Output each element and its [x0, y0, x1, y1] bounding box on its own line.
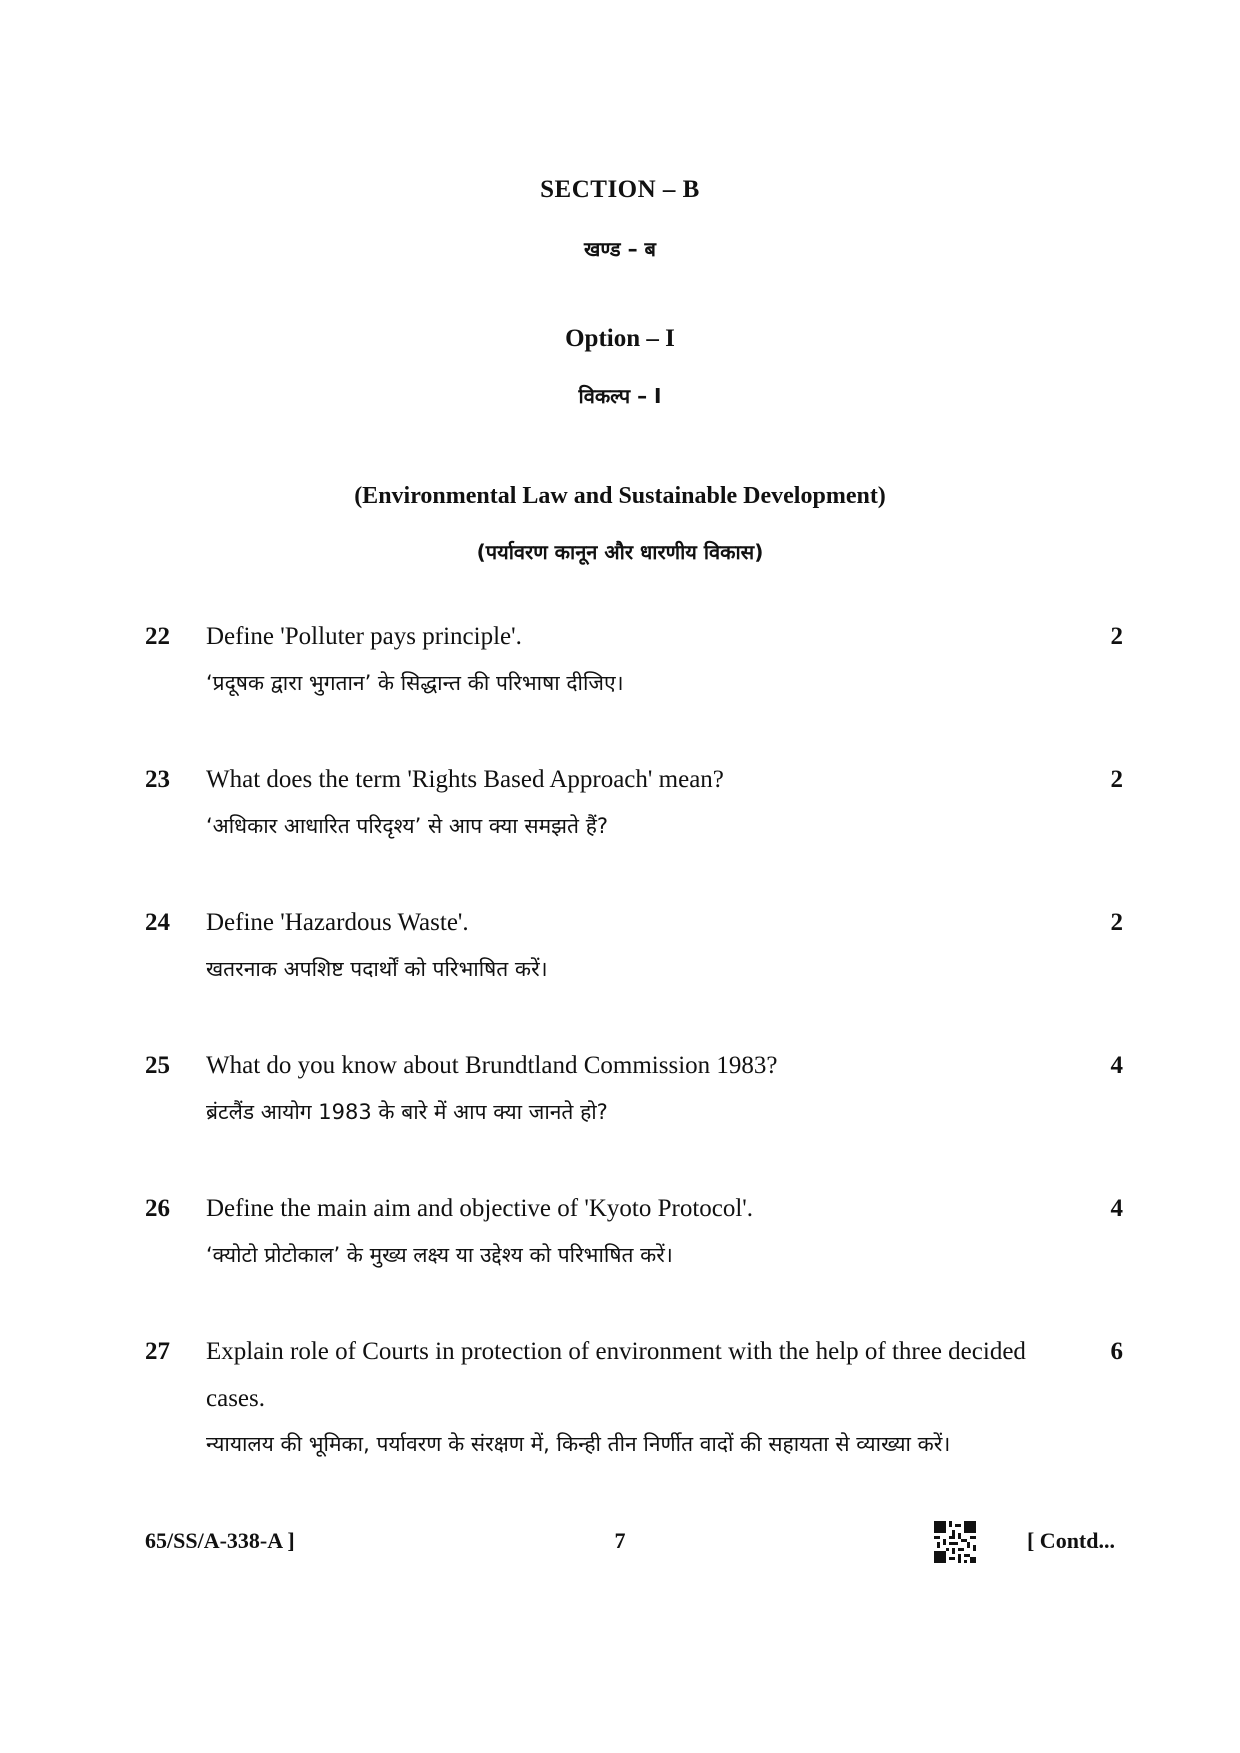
- option-title: Option – I: [565, 325, 675, 352]
- question-number: 24: [145, 909, 170, 936]
- question-text: Explain role of Courts in protection of environment with the help of three decided cases.: [206, 1338, 1026, 1412]
- question-number: 27: [145, 1338, 170, 1365]
- paper-code: 65/SS/A-338-A ]: [145, 1528, 295, 1553]
- section-title: SECTION – B: [540, 176, 700, 203]
- question-text-hindi: ‘प्रदूषक द्वारा भुगतान’ के सिद्धान्त की परिभाषा दीजिए।: [206, 671, 624, 695]
- question-marks: 2: [1110, 766, 1123, 793]
- question-text: What do you know about Brundtland Commission 1983?: [206, 1052, 778, 1079]
- question-text-hindi: न्यायालय की भूमिका, पर्यावरण के संरक्षण में, किन्ही तीन निर्णीत वादों की सहायता से व्याख्या करें।: [206, 1432, 951, 1456]
- question-text: What does the term 'Rights Based Approach' mean?: [206, 766, 724, 793]
- question-text-hindi: ब्रंटलैंड आयोग 1983 के बारे में आप क्या जानते हो?: [206, 1100, 608, 1124]
- question-marks: 2: [1110, 623, 1123, 650]
- question-text: Define the main aim and objective of 'Kyoto Protocol'.: [206, 1195, 754, 1222]
- option-title-hindi: विकल्प – I: [578, 384, 662, 408]
- question-marks: 4: [1110, 1195, 1123, 1222]
- topic-title: (Environmental Law and Sustainable Development): [354, 483, 886, 509]
- question-marks: 6: [1110, 1338, 1123, 1365]
- question-number: 25: [145, 1052, 170, 1079]
- qr-code-icon: [934, 1521, 976, 1563]
- question-text: Define 'Hazardous Waste'.: [206, 909, 469, 936]
- page-number: 7: [614, 1528, 626, 1553]
- question-number: 26: [145, 1195, 170, 1222]
- question-text-hindi: ‘क्योटो प्रोटोकाल’ के मुख्य लक्ष्य या उद्देश्य को परिभाषित करें।: [206, 1243, 673, 1267]
- question-marks: 4: [1110, 1052, 1123, 1079]
- topic-title-hindi: (पर्यावरण कानून और धारणीय विकास): [476, 540, 764, 564]
- section-title-hindi: खण्ड – ब: [584, 237, 656, 261]
- question-text-hindi: ‘अधिकार आधारित परिदृश्य’ से आप क्या समझते हैं?: [206, 814, 608, 838]
- question-number: 23: [145, 766, 170, 793]
- question-number: 22: [145, 623, 170, 650]
- continued-label: [ Contd...: [1026, 1528, 1115, 1553]
- question-marks: 2: [1110, 909, 1123, 936]
- question-text-hindi: खतरनाक अपशिष्ट पदार्थों को परिभाषित करें।: [206, 957, 548, 981]
- question-text: Define 'Polluter pays principle'.: [206, 623, 522, 650]
